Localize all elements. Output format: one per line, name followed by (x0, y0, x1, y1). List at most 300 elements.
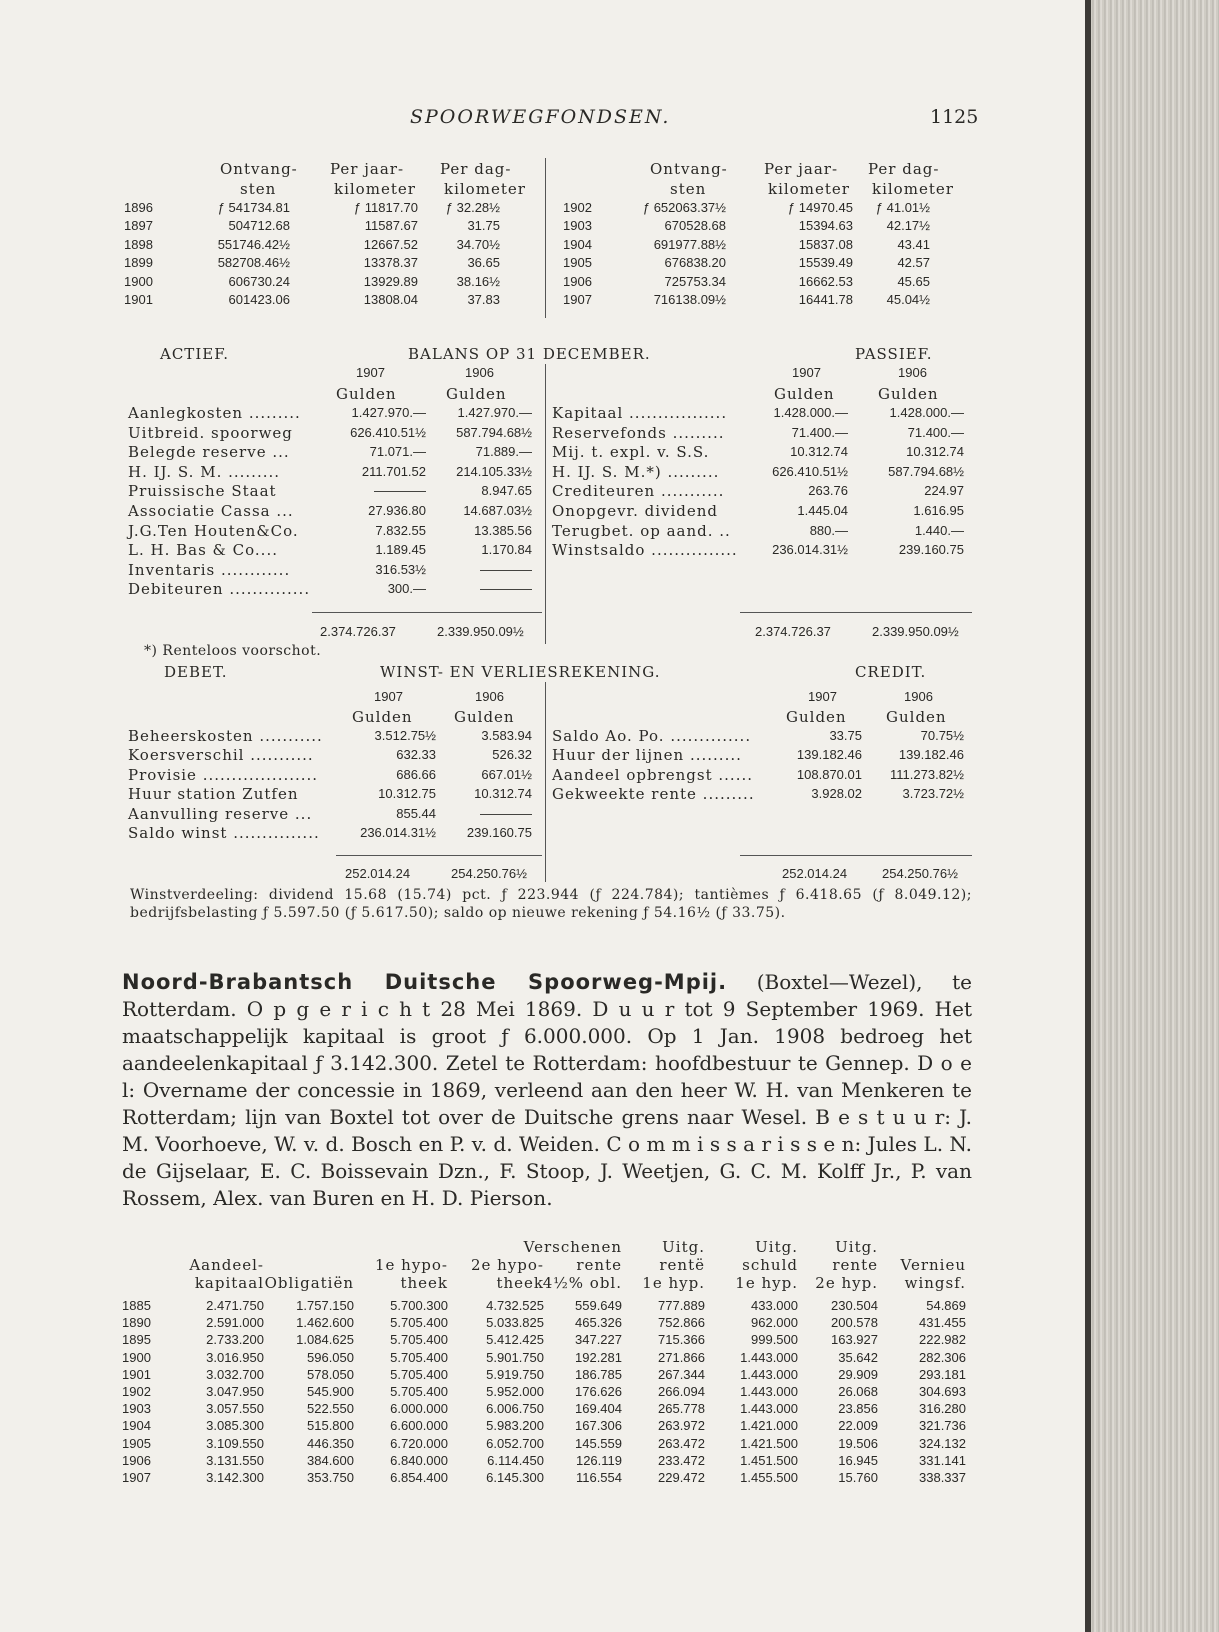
passief-value-1907: 71.400.— (791, 424, 848, 440)
capital-value: 465.326 (575, 1315, 622, 1331)
capital-value: 331.141 (919, 1452, 966, 1468)
capital-value: 35.642 (838, 1349, 878, 1365)
capital-value: 1.084.625 (296, 1332, 354, 1348)
actief-item: H. IJ. S. M. ......... (128, 462, 281, 481)
debet-item: Aanvulling reserve ... (128, 804, 313, 823)
capital-value: 267.344 (658, 1366, 705, 1382)
receipts-value: 16441.78 (798, 292, 853, 307)
capital-year: 1906 (122, 1452, 151, 1468)
capital-column-header: Uitg. (755, 1238, 798, 1256)
debet-value-1907: 686.66 (396, 766, 436, 782)
receipts-column-header: Per jaar- (764, 160, 839, 178)
receipts-value: 12667.52 (363, 236, 418, 252)
debet-value-1906: 667.01½ (481, 766, 532, 782)
capital-column-header: kapitaal (194, 1274, 264, 1292)
capital-value: 5.412.425 (486, 1332, 544, 1348)
capital-value: 271.866 (658, 1349, 705, 1365)
passief-value-1907: 880.— (809, 522, 848, 538)
capital-value: 522.550 (307, 1401, 354, 1417)
debet-total-1906: 254.250.76½ (451, 866, 527, 881)
credit-total-1906: 254.250.76½ (882, 866, 958, 881)
credit-title: CREDIT. (855, 663, 927, 681)
debet-value-1907: 855.44 (396, 805, 436, 821)
actief-value-1907: 300.— (387, 581, 426, 597)
credit-value-1906: 3.723.72½ (902, 786, 964, 802)
capital-value: 22.009 (838, 1418, 878, 1434)
passief-value-1906: 1.440.— (914, 522, 964, 538)
capital-column-header: theek (496, 1274, 544, 1292)
debet-item: Beheerskosten ........... (128, 727, 323, 745)
capital-column-header: 1e hyp. (735, 1274, 798, 1292)
capital-value: 777.889 (658, 1298, 705, 1313)
passief-value-1907: 10.312.74 (790, 444, 848, 460)
receipts-year: 1902 (563, 200, 592, 215)
receipts-value: 16662.53 (798, 273, 853, 289)
receipts-year: 1899 (124, 255, 153, 271)
capital-year: 1901 (122, 1366, 151, 1382)
capital-value: 3.131.550 (206, 1452, 264, 1468)
footnote: *) Renteloos voorschot. (144, 643, 322, 659)
passief-value-1907: 236.014.31½ (772, 542, 848, 558)
receipts-column-header: sten (240, 180, 277, 198)
capital-value: 715.366 (658, 1332, 705, 1348)
actief-value-1907: 7.832.55 (375, 522, 426, 538)
capital-value: 2.733.200 (206, 1332, 264, 1348)
page-edge (1085, 0, 1219, 1632)
capital-value: 266.094 (658, 1384, 705, 1399)
debet-value-1907: 10.312.75 (378, 786, 436, 802)
capital-value: 26.068 (838, 1384, 878, 1399)
capital-value: 6.720.000 (390, 1435, 448, 1451)
year-header: 1906 (904, 689, 933, 704)
actief-item: Debiteuren .............. (128, 580, 311, 599)
capital-value: 23.856 (838, 1401, 878, 1417)
receipts-value: 42.57 (897, 255, 930, 271)
capital-value: 5.705.400 (390, 1384, 448, 1399)
capital-column-header: rente (576, 1256, 622, 1274)
capital-value: 1.421.500 (740, 1435, 798, 1451)
passief-value-1907: 1.428.000.— (773, 405, 848, 420)
capital-value: 2.591.000 (206, 1315, 264, 1331)
receipts-value: ƒ 14970.45 (787, 200, 853, 215)
actief-item: Inventaris ............ (128, 560, 291, 579)
capital-value: 5.700.300 (390, 1298, 448, 1313)
passief-value-1906: 71.400.— (907, 424, 964, 440)
actief-item: Pruissische Staat (128, 482, 277, 501)
capital-value: 169.404 (575, 1401, 622, 1417)
actief-value-1907: 211.701.52 (361, 463, 426, 479)
receipts-value: 676838.20 (664, 255, 726, 271)
receipts-year: 1903 (563, 218, 592, 234)
capital-value: 5.705.400 (390, 1349, 448, 1365)
receipts-value: 13808.04 (363, 292, 418, 307)
credit-value-1907: 33.75 (829, 728, 862, 743)
capital-value: 1.443.000 (740, 1366, 798, 1382)
debet-item: Huur station Zutfen (128, 785, 299, 804)
capital-year: 1902 (122, 1384, 151, 1399)
actief-total-1907: 2.374.726.37 (320, 624, 396, 639)
capital-value: 6.000.000 (390, 1401, 448, 1417)
capital-value: 1.451.500 (740, 1452, 798, 1468)
receipts-value: 13378.37 (363, 255, 418, 271)
balance-title: BALANS OP 31 DECEMBER. (408, 345, 651, 363)
passief-value-1906: 10.312.74 (906, 444, 964, 460)
passief-value-1907: 1.445.04 (797, 503, 848, 518)
year-header: 1907 (808, 689, 837, 704)
receipts-value: 725753.34 (664, 273, 726, 289)
passief-value-1906: 239.160.75 (898, 542, 964, 558)
receipts-year: 1904 (563, 236, 592, 252)
capital-value: 5.983.200 (486, 1418, 544, 1434)
capital-value: 293.181 (919, 1366, 966, 1382)
actief-item: J.G.Ten Houten&Co. (128, 521, 299, 540)
capital-value: 167.306 (575, 1418, 622, 1434)
receipts-column-header: Per jaar- (330, 160, 405, 178)
receipts-year: 1906 (563, 273, 592, 289)
passief-value-1906: 1.428.000.— (889, 405, 964, 420)
receipts-value: ƒ 41.01½ (875, 200, 930, 215)
capital-column-header: rentë (659, 1256, 705, 1274)
column-divider (545, 682, 546, 882)
debet-total-1907: 252.014.24 (345, 866, 411, 881)
capital-value: 6.854.400 (390, 1470, 448, 1485)
passief-item: Kapitaal ................. (552, 404, 728, 422)
receipts-value: 15837.08 (798, 236, 853, 252)
actief-value-1907: 27.936.80 (368, 503, 426, 518)
receipts-year: 1905 (563, 255, 592, 271)
capital-year: 1904 (122, 1418, 151, 1434)
unit-header: Gulden (878, 385, 939, 403)
passief-value-1906: 1.616.95 (913, 503, 964, 518)
capital-value: 3.109.550 (206, 1435, 264, 1451)
capital-value: 3.057.550 (206, 1401, 264, 1417)
passief-value-1906: 587.794.68½ (888, 463, 964, 479)
actief-value-1906: 13.385.56 (474, 522, 532, 538)
capital-value: 6.006.750 (486, 1401, 544, 1417)
passief-item: Reservefonds ......... (552, 423, 725, 442)
capital-value: 5.952.000 (486, 1384, 544, 1399)
capital-value: 6.145.300 (486, 1470, 544, 1485)
year-header: 1907 (356, 365, 385, 380)
debet-value-1906: ———— (480, 805, 532, 821)
receipts-column-header: kilometer (444, 180, 526, 198)
capital-value: 163.927 (831, 1332, 878, 1348)
debet-value-1906: 526.32 (492, 747, 532, 763)
company-paragraph (122, 969, 972, 1212)
credit-value-1907: 139.182.46 (796, 747, 862, 763)
actief-value-1906: 214.105.33½ (456, 463, 532, 479)
receipts-year: 1907 (563, 292, 592, 307)
capital-column-header: Uitg. (662, 1238, 705, 1256)
capital-value: 229.472 (658, 1470, 705, 1485)
capital-value: 433.000 (751, 1298, 798, 1313)
year-header: 1906 (475, 689, 504, 704)
capital-value: 126.119 (575, 1452, 622, 1468)
debet-value-1907: 3.512.75½ (374, 728, 436, 743)
receipts-value: ƒ 11817.70 (353, 200, 418, 215)
capital-year: 1907 (122, 1470, 151, 1485)
company-name: Noord-Brabantsch Duitsche Spoorweg-Mpij. (122, 970, 728, 994)
capital-value: 15.760 (838, 1470, 878, 1485)
credit-value-1907: 108.870.01 (796, 766, 862, 782)
passief-item: Mij. t. expl. v. S.S. (552, 443, 710, 462)
capital-value: 186.785 (575, 1366, 622, 1382)
receipts-year: 1896 (124, 200, 153, 215)
capital-value: 545.900 (307, 1384, 354, 1399)
receipts-value: 45.65 (897, 273, 930, 289)
receipts-value: 606730.24 (228, 273, 290, 289)
receipts-value: 34.70½ (456, 236, 500, 252)
receipts-value: ƒ 652063.37½ (642, 200, 726, 215)
receipts-value: 15394.63 (798, 218, 853, 234)
receipts-value: 601423.06 (228, 292, 290, 307)
capital-value: 5.705.400 (390, 1332, 448, 1348)
profit-distribution-note: Winstverdeeling: dividend 15.68 (15.74) pct. ƒ 223.944 (ƒ 224.784); tantièmes ƒ 6.418.65 (ƒ 8.049.12); bedrijfsbelasting ƒ 5.597.50 (ƒ 5.617.50); saldo op nieuwe rekening ƒ 54.16½ (ƒ 33.75). (130, 887, 972, 921)
capital-value: 192.281 (575, 1349, 622, 1365)
capital-year: 1900 (122, 1349, 151, 1365)
credit-item: Huur der lijnen ......... (552, 746, 742, 765)
capital-column-header: Vernieu (900, 1256, 966, 1274)
column-divider (545, 158, 546, 318)
capital-value: 230.504 (831, 1298, 878, 1313)
receipts-value: 551746.42½ (217, 236, 290, 252)
pnl-title: WINST- EN VERLIESREKENING. (380, 663, 661, 681)
debet-item: Koersverschil ........... (128, 746, 314, 765)
year-header: 1906 (465, 365, 494, 380)
receipts-column-header: Per dag- (440, 160, 512, 178)
credit-value-1906: 70.75½ (920, 728, 964, 743)
capital-value: 282.306 (919, 1349, 966, 1365)
actief-value-1906: ———— (480, 581, 532, 597)
receipts-column-header: Ontvang- (220, 160, 298, 178)
passief-item: Onopgevr. dividend (552, 502, 719, 520)
debet-value-1906: 10.312.74 (474, 786, 532, 802)
capital-value: 1.443.000 (740, 1349, 798, 1365)
actief-value-1907: 626.410.51½ (350, 424, 426, 440)
capital-column-header: schuld (742, 1256, 798, 1274)
capital-value: 200.578 (831, 1315, 878, 1331)
capital-value: 431.455 (919, 1315, 966, 1331)
capital-value: 2.471.750 (206, 1298, 264, 1313)
passief-item: Terugbet. op aand. .. (552, 521, 731, 540)
year-header: 1907 (792, 365, 821, 380)
total-rule (740, 612, 972, 613)
capital-value: 6.052.700 (486, 1435, 544, 1451)
debet-value-1906: 239.160.75 (466, 825, 532, 840)
capital-value: 3.047.950 (206, 1384, 264, 1399)
actief-value-1906: 1.170.84 (481, 542, 532, 558)
capital-value: 1.462.600 (296, 1315, 354, 1331)
actief-item: Belegde reserve ... (128, 443, 290, 462)
actief-title: ACTIEF. (160, 345, 230, 363)
capital-value: 1.455.500 (740, 1470, 798, 1485)
capital-value: 233.472 (658, 1452, 705, 1468)
passief-value-1907: 263.76 (808, 483, 848, 499)
passief-item: Winstsaldo ............... (552, 541, 738, 560)
capital-value: 324.132 (919, 1435, 966, 1451)
receipts-value: 716138.09½ (653, 292, 726, 307)
receipts-year: 1900 (124, 273, 153, 289)
receipts-value: 670528.68 (664, 218, 726, 234)
capital-value: 316.280 (919, 1401, 966, 1417)
receipts-column-header: kilometer (872, 180, 954, 198)
passief-total-1907: 2.374.726.37 (755, 624, 831, 639)
capital-value: 5.033.825 (486, 1315, 544, 1331)
capital-value: 752.866 (658, 1315, 705, 1331)
capital-value: 304.693 (919, 1384, 966, 1399)
capital-value: 3.085.300 (206, 1418, 264, 1434)
capital-value: 338.337 (919, 1470, 966, 1485)
capital-value: 145.559 (575, 1435, 622, 1451)
capital-year: 1903 (122, 1401, 151, 1417)
capital-column-header: wingsf. (904, 1274, 966, 1292)
actief-value-1907: ———— (374, 483, 426, 499)
unit-header: Gulden (336, 385, 397, 403)
actief-value-1906: 1.427.970.— (457, 405, 532, 420)
capital-value: 578.050 (307, 1366, 354, 1382)
credit-total-1907: 252.014.24 (782, 866, 848, 881)
receipts-value: 582708.46½ (217, 255, 290, 271)
total-rule (740, 855, 972, 856)
debet-item: Saldo winst ............... (128, 824, 320, 842)
debet-title: DEBET. (164, 663, 228, 681)
capital-value: 999.500 (751, 1332, 798, 1348)
capital-value: 321.736 (919, 1418, 966, 1434)
capital-value: 19.506 (838, 1435, 878, 1451)
receipts-value: 45.04½ (886, 292, 930, 307)
receipts-value: ƒ 32.28½ (445, 200, 500, 215)
capital-column-header: Verschenen (523, 1238, 622, 1256)
capital-value: 559.649 (575, 1298, 622, 1313)
capital-value: 5.901.750 (486, 1349, 544, 1365)
capital-year: 1905 (122, 1435, 151, 1451)
capital-column-header: 1e hypo- (374, 1256, 448, 1274)
capital-value: 6.840.000 (390, 1452, 448, 1468)
column-divider (545, 364, 546, 644)
passief-item: H. IJ. S. M.*) ......... (552, 462, 720, 481)
receipts-year: 1897 (124, 218, 153, 234)
total-rule (336, 855, 542, 856)
unit-header: Gulden (446, 385, 507, 403)
receipts-value: 691977.88½ (653, 236, 726, 252)
receipts-value: 36.65 (467, 255, 500, 271)
capital-column-header: Uitg. (835, 1238, 878, 1256)
capital-value: 4.732.525 (486, 1298, 544, 1313)
debet-value-1907: 632.33 (396, 747, 436, 763)
receipts-year: 1901 (124, 292, 153, 307)
receipts-column-header: sten (670, 180, 707, 198)
capital-value: 6.600.000 (390, 1418, 448, 1434)
company-description: (Boxtel—Wezel), te Rotterdam. O p g e r i c h t 28 Mei 1869. D u u r tot 9 September 1969. Het maatschappelijk kapitaal is groot ƒ 6.000.000. Op 1 Jan. 1908 bedroeg het aandeelenkapitaal ƒ 3.142.300. Zetel te Rotterdam: hoofdbestuur te Gennep. D o e l: Overname der concessie in 1869, verleend aan den heer W. H. van Menkeren te Rotterdam; lijn van Boxtel tot over de Duitsche grens naar Wesel. B e s t u u r: J. M. Voorhoeve, W. v. d. Bosch en P. v. d. Weiden. C o m m i s s a r i s s e n: Jules L. N. de Gijselaar, E. C. Boissevain Dzn., F. Stoop, J. Weetjen, G. C. M. Kolff Jr., P. van Rossem, Alex. van Buren en H. D. Pierson. (122, 970, 972, 1210)
capital-value: 1.443.000 (740, 1384, 798, 1399)
capital-column-header: 1e hyp. (642, 1274, 705, 1292)
capital-value: 3.142.300 (206, 1470, 264, 1485)
receipts-column-header: kilometer (334, 180, 416, 198)
credit-value-1906: 111.273.82½ (890, 766, 964, 782)
receipts-value: 504712.68 (228, 218, 290, 234)
receipts-column-header: kilometer (768, 180, 850, 198)
unit-header: Gulden (774, 385, 835, 403)
actief-value-1907: 71.071.— (369, 444, 426, 460)
passief-value-1907: 626.410.51½ (772, 463, 848, 479)
capital-value: 446.350 (307, 1435, 354, 1451)
actief-value-1906: 14.687.03½ (463, 503, 532, 518)
actief-value-1907: 1.427.970.— (351, 405, 426, 420)
receipts-column-header: Ontvang- (650, 160, 728, 178)
receipts-value: 11587.67 (364, 218, 418, 234)
debet-item: Provisie .................... (128, 765, 319, 784)
capital-value: 962.000 (751, 1315, 798, 1331)
capital-value: 116.554 (575, 1470, 622, 1485)
capital-value: 265.778 (658, 1401, 705, 1417)
capital-value: 1.443.000 (740, 1401, 798, 1417)
total-rule (312, 612, 542, 613)
actief-item: Uitbreid. spoorweg (128, 423, 293, 442)
capital-value: 5.705.400 (390, 1366, 448, 1382)
capital-value: 3.016.950 (206, 1349, 264, 1365)
passief-total-1906: 2.339.950.09½ (872, 624, 959, 639)
capital-value: 6.114.450 (487, 1452, 544, 1468)
credit-item: Saldo Ao. Po. .............. (552, 727, 752, 745)
actief-value-1907: 1.189.45 (375, 542, 426, 558)
capital-year: 1885 (122, 1298, 151, 1313)
passief-value-1906: 224.97 (924, 483, 964, 499)
capital-value: 353.750 (307, 1470, 354, 1485)
actief-item: L. H. Bas & Co.... (128, 541, 278, 560)
capital-value: 222.982 (919, 1332, 966, 1348)
debet-value-1907: 236.014.31½ (360, 825, 436, 840)
capital-column-header: theek (400, 1274, 448, 1292)
capital-value: 384.600 (307, 1452, 354, 1468)
actief-value-1906: ———— (480, 561, 532, 577)
credit-item: Aandeel opbrengst ...... (552, 765, 754, 784)
capital-value: 16.945 (838, 1452, 878, 1468)
year-header: 1907 (374, 689, 403, 704)
running-header: SPOORWEGFONDSEN. (410, 106, 671, 128)
receipts-value: 43.41 (897, 236, 930, 252)
receipts-value: 31.75 (467, 218, 500, 234)
actief-value-1907: 316.53½ (375, 561, 426, 577)
capital-value: 1.757.150 (296, 1298, 354, 1313)
actief-value-1906: 587.794.68½ (456, 424, 532, 440)
capital-value: 54.869 (926, 1298, 966, 1313)
credit-value-1906: 139.182.46 (898, 747, 964, 763)
capital-value: 5.919.750 (486, 1366, 544, 1382)
passief-title: PASSIEF. (855, 345, 933, 363)
capital-column-header: 2e hypo- (470, 1256, 544, 1274)
receipts-value: 13929.89 (363, 273, 418, 289)
year-header: 1906 (898, 365, 927, 380)
actief-value-1906: 71.889.— (475, 444, 532, 460)
capital-value: 263.472 (658, 1435, 705, 1451)
passief-item: Crediteuren ........... (552, 482, 725, 501)
capital-value: 29.909 (838, 1366, 878, 1382)
unit-header: Gulden (352, 708, 413, 726)
capital-column-header: Aandeel- (189, 1256, 264, 1274)
debet-value-1906: 3.583.94 (481, 728, 532, 743)
capital-value: 347.227 (575, 1332, 622, 1348)
credit-item: Gekweekte rente ......... (552, 785, 755, 804)
capital-value: 596.050 (307, 1349, 354, 1365)
receipts-value: 37.83 (467, 292, 500, 307)
capital-value: 1.421.000 (740, 1418, 798, 1434)
capital-column-header: Obligatiën (264, 1274, 354, 1292)
receipts-column-header: Per dag- (868, 160, 940, 178)
capital-column-header: 4½% obl. (542, 1274, 622, 1292)
capital-value: 3.032.700 (206, 1366, 264, 1382)
unit-header: Gulden (886, 708, 947, 726)
receipts-year: 1898 (124, 236, 153, 252)
